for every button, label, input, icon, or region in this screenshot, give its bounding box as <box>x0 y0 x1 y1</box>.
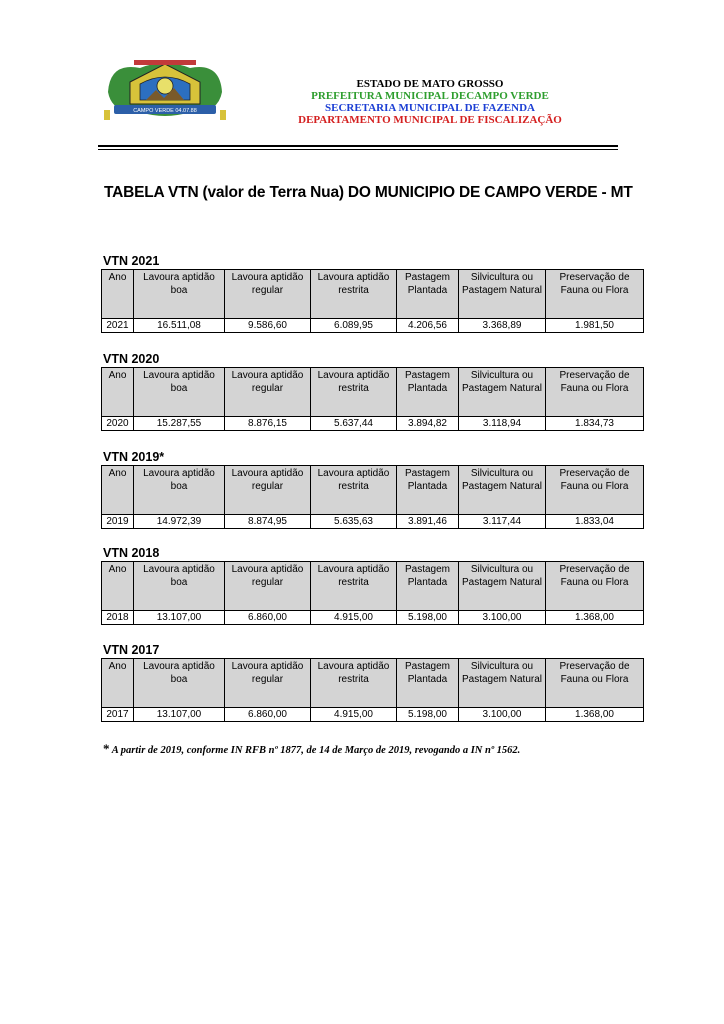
section-label: VTN 2021 <box>103 254 160 268</box>
vtn-section <box>101 642 643 722</box>
table-header-row <box>102 368 644 417</box>
table-cell: 1.834,73 <box>546 417 644 431</box>
table-header-row <box>102 270 644 319</box>
table-cell: 2019 <box>102 515 134 529</box>
table-cell: 6.089,95 <box>311 319 397 333</box>
col-header: Preservação de Fauna ou Flora <box>546 659 644 708</box>
table-header-row <box>102 562 644 611</box>
table-row <box>102 319 644 333</box>
col-header: Lavoura aptidão restrita <box>311 659 397 708</box>
vtn-section <box>101 545 643 625</box>
col-header: Ano <box>102 368 134 417</box>
table-cell: 4.915,00 <box>311 611 397 625</box>
table-cell: 3.100,00 <box>459 611 546 625</box>
vtn-section <box>101 351 643 431</box>
col-header: Preservação de Fauna ou Flora <box>546 466 644 515</box>
footnote-star: * <box>103 741 110 756</box>
table-cell: 13.107,00 <box>134 708 225 722</box>
table-cell: 1.833,04 <box>546 515 644 529</box>
table-cell: 6.860,00 <box>225 708 311 722</box>
table-cell: 9.586,60 <box>225 319 311 333</box>
header-secretaria: SECRETARIA MUNICIPAL DE FAZENDA <box>325 102 535 114</box>
table-cell: 5.635,63 <box>311 515 397 529</box>
table-cell: 2021 <box>102 319 134 333</box>
vtn-table <box>101 269 644 333</box>
col-header: Silvicultura ou Pastagem Natural <box>459 368 546 417</box>
col-header: Lavoura aptidão restrita <box>311 368 397 417</box>
table-cell: 1.368,00 <box>546 708 644 722</box>
table-cell: 13.107,00 <box>134 611 225 625</box>
col-header: Silvicultura ou Pastagem Natural <box>459 562 546 611</box>
table-cell: 15.287,55 <box>134 417 225 431</box>
col-header: Lavoura aptidão restrita <box>311 270 397 319</box>
header-departamento: DEPARTAMENTO MUNICIPAL DE FISCALIZAÇÃO <box>298 114 562 126</box>
table-cell: 5.198,00 <box>397 708 459 722</box>
table-cell: 3.100,00 <box>459 708 546 722</box>
col-header: Lavoura aptidão boa <box>134 659 225 708</box>
col-header: Ano <box>102 466 134 515</box>
header-divider-thin <box>98 149 618 150</box>
header-state: ESTADO DE MATO GROSSO <box>356 78 504 90</box>
col-header: Lavoura aptidão regular <box>225 270 311 319</box>
col-header: Lavoura aptidão regular <box>225 659 311 708</box>
table-row <box>102 708 644 722</box>
page-title: TABELA VTN (valor de Terra Nua) DO MUNICIPIO DE CAMPO VERDE - MT <box>104 184 633 201</box>
table-cell: 14.972,39 <box>134 515 225 529</box>
col-header: Lavoura aptidão regular <box>225 466 311 515</box>
table-cell: 3.894,82 <box>397 417 459 431</box>
col-header: Lavoura aptidão boa <box>134 368 225 417</box>
table-cell: 3.891,46 <box>397 515 459 529</box>
col-header: Lavoura aptidão boa <box>134 270 225 319</box>
table-cell: 3.368,89 <box>459 319 546 333</box>
table-cell: 1.368,00 <box>546 611 644 625</box>
table-cell: 2018 <box>102 611 134 625</box>
col-header: Ano <box>102 270 134 319</box>
vtn-table <box>101 658 644 722</box>
col-header: Pastagem Plantada <box>397 466 459 515</box>
section-label: VTN 2018 <box>103 546 160 560</box>
document-header <box>270 78 590 126</box>
table-row <box>102 611 644 625</box>
table-cell: 8.876,15 <box>225 417 311 431</box>
table-cell: 2017 <box>102 708 134 722</box>
col-header: Pastagem Plantada <box>397 270 459 319</box>
header-divider-thick <box>98 145 618 147</box>
col-header: Pastagem Plantada <box>397 562 459 611</box>
col-header: Pastagem Plantada <box>397 659 459 708</box>
table-row <box>102 515 644 529</box>
col-header: Preservação de Fauna ou Flora <box>546 270 644 319</box>
svg-text:CAMPO VERDE 04.07.88: CAMPO VERDE 04.07.88 <box>133 108 197 114</box>
col-header: Lavoura aptidão boa <box>134 562 225 611</box>
footnote <box>103 741 520 757</box>
col-header: Silvicultura ou Pastagem Natural <box>459 466 546 515</box>
table-cell: 3.118,94 <box>459 417 546 431</box>
col-header: Pastagem Plantada <box>397 368 459 417</box>
col-header: Lavoura aptidão regular <box>225 562 311 611</box>
vtn-table <box>101 561 644 625</box>
col-header: Ano <box>102 659 134 708</box>
col-header: Silvicultura ou Pastagem Natural <box>459 659 546 708</box>
table-cell: 2020 <box>102 417 134 431</box>
section-label: VTN 2017 <box>103 643 160 657</box>
vtn-table <box>101 465 644 529</box>
footnote-text: A partir de 2019, conforme IN RFB nº 1877, de 14 de Março de 2019, revogando a IN nº 1562. <box>109 745 521 756</box>
table-cell: 6.860,00 <box>225 611 311 625</box>
table-cell: 16.511,08 <box>134 319 225 333</box>
col-header: Lavoura aptidão regular <box>225 368 311 417</box>
vtn-table <box>101 367 644 431</box>
table-cell: 4.206,56 <box>397 319 459 333</box>
col-header: Preservação de Fauna ou Flora <box>546 368 644 417</box>
table-cell: 5.637,44 <box>311 417 397 431</box>
table-cell: 5.198,00 <box>397 611 459 625</box>
municipal-logo <box>100 54 230 122</box>
col-header: Ano <box>102 562 134 611</box>
col-header: Lavoura aptidão boa <box>134 466 225 515</box>
col-header: Preservação de Fauna ou Flora <box>546 562 644 611</box>
table-cell: 8.874,95 <box>225 515 311 529</box>
table-cell: 3.117,44 <box>459 515 546 529</box>
col-header: Lavoura aptidão restrita <box>311 466 397 515</box>
header-prefeitura: PREFEITURA MUNICIPAL DECAMPO VERDE <box>311 90 549 102</box>
table-header-row <box>102 659 644 708</box>
table-cell: 4.915,00 <box>311 708 397 722</box>
col-header: Silvicultura ou Pastagem Natural <box>459 270 546 319</box>
section-label: VTN 2019* <box>103 450 165 464</box>
vtn-section <box>101 253 643 333</box>
vtn-section <box>101 449 643 529</box>
section-label: VTN 2020 <box>103 352 160 366</box>
table-header-row <box>102 466 644 515</box>
table-row <box>102 417 644 431</box>
col-header: Lavoura aptidão restrita <box>311 562 397 611</box>
table-cell: 1.981,50 <box>546 319 644 333</box>
